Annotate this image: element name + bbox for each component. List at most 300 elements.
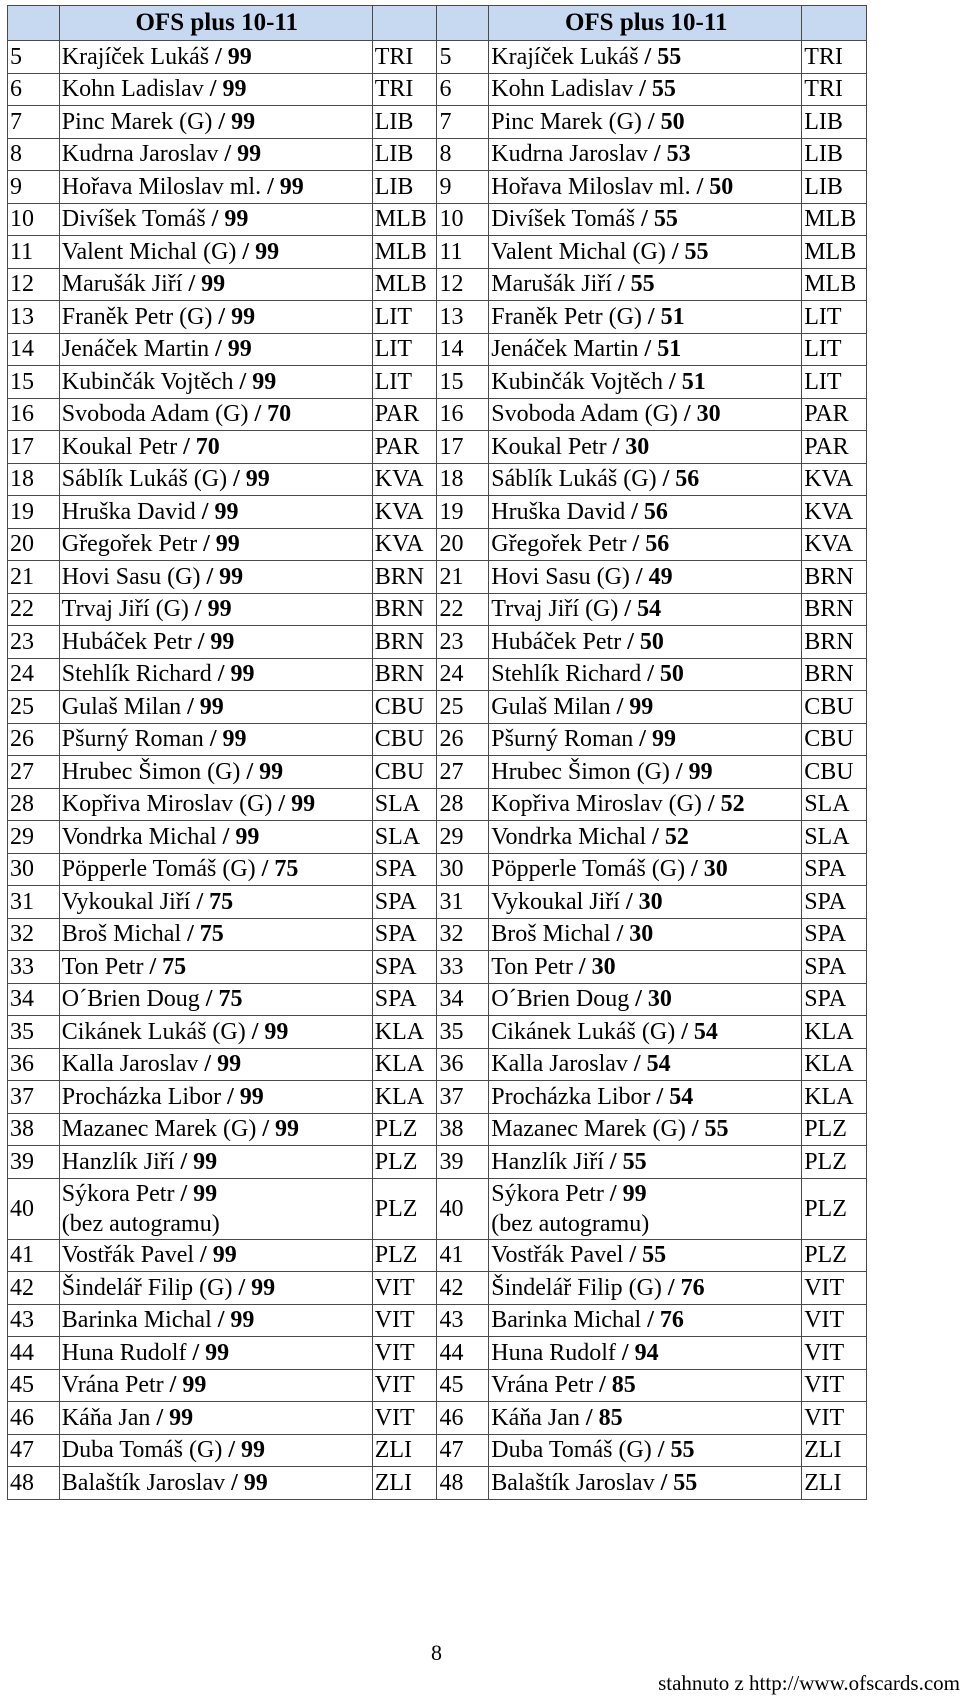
print-run-value: 99 <box>212 1242 237 1269</box>
print-run-value: 56 <box>643 498 668 525</box>
right-team-code: CBU <box>802 756 867 789</box>
left-print-run <box>202 499 239 525</box>
left-team-code: PLZ <box>372 1178 437 1239</box>
right-player-name <box>489 333 802 366</box>
separator: / <box>211 206 219 233</box>
print-run-value: 99 <box>182 1372 207 1399</box>
right-card-number: 41 <box>437 1239 489 1272</box>
right-player-name <box>489 1434 802 1467</box>
right-print-run <box>639 76 676 102</box>
separator: / <box>671 238 679 265</box>
left-print-run <box>188 271 225 297</box>
right-team-code: SPA <box>802 886 867 919</box>
right-player-name <box>489 1239 802 1272</box>
print-run-value: 99 <box>235 823 260 850</box>
left-player-name <box>59 1178 372 1239</box>
separator: / <box>609 1148 617 1175</box>
table-row <box>8 138 867 171</box>
player-name-text: Hovi Sasu (G) <box>491 563 630 590</box>
left-card-number: 40 <box>8 1178 60 1239</box>
print-run-value: 55 <box>673 1469 698 1496</box>
player-name-text: Šindelář Filip (G) <box>61 1274 233 1301</box>
left-card-number: 31 <box>8 886 60 919</box>
separator: / <box>215 336 222 363</box>
left-player-name <box>59 236 372 269</box>
left-card-number: 43 <box>8 1304 60 1337</box>
print-run-value: 99 <box>251 1274 276 1301</box>
print-run-value: 55 <box>670 1437 695 1464</box>
right-card-number: 28 <box>437 788 489 821</box>
left-team-code: LIB <box>372 171 437 204</box>
left-player-name <box>59 1146 372 1179</box>
left-print-run <box>210 726 247 752</box>
right-card-number: 47 <box>437 1434 489 1467</box>
right-print-run <box>681 1019 718 1045</box>
right-team-code: KLA <box>802 1048 867 1081</box>
left-team-code: BRN <box>372 658 437 691</box>
right-card-number: 5 <box>437 41 489 74</box>
right-print-run <box>613 434 650 460</box>
right-card-number: 30 <box>437 853 489 886</box>
left-player-name <box>59 1016 372 1049</box>
right-card-number: 46 <box>437 1402 489 1435</box>
print-run-value: 99 <box>214 498 239 525</box>
left-team-code: CBU <box>372 691 437 724</box>
player-name-text: Hruška David <box>61 498 196 525</box>
right-print-run <box>639 726 676 752</box>
right-set-title: OFS plus 10-11 <box>489 6 802 41</box>
player-name-text: Sáblík Lukáš (G) <box>491 466 657 493</box>
player-name-text: Kopřiva Miroslav (G) <box>61 791 273 818</box>
right-print-run <box>622 1340 659 1366</box>
right-print-run <box>633 531 670 557</box>
table-row <box>8 1048 867 1081</box>
separator: / <box>647 108 655 135</box>
left-print-run <box>198 629 235 655</box>
right-card-number: 12 <box>437 268 489 301</box>
player-name-text: Barinka Michal <box>61 1307 212 1334</box>
right-player-name <box>489 691 802 724</box>
right-team-code: MLB <box>802 268 867 301</box>
right-card-number: 27 <box>437 756 489 789</box>
right-print-run <box>708 791 745 817</box>
player-name-text: Hubáček Petr <box>61 628 192 655</box>
table-row <box>8 626 867 659</box>
left-print-run <box>192 1340 229 1366</box>
table-row <box>8 1239 867 1272</box>
player-name-text: Marušák Jiří <box>491 271 612 298</box>
right-card-number: 37 <box>437 1081 489 1114</box>
separator: / <box>183 433 190 460</box>
print-run-value: 99 <box>245 466 270 493</box>
separator: / <box>652 823 659 850</box>
right-card-number: 20 <box>437 528 489 561</box>
left-set-title: OFS plus 10-11 <box>59 6 372 41</box>
separator: / <box>616 693 624 720</box>
left-print-run <box>215 44 252 70</box>
left-player-name <box>59 723 372 756</box>
right-player-name <box>489 951 802 984</box>
left-player-name <box>59 821 372 854</box>
left-card-number: 9 <box>8 171 60 204</box>
left-player-name <box>59 1048 372 1081</box>
right-team-code: SLA <box>802 821 867 854</box>
right-team-code: CBU <box>802 691 867 724</box>
right-print-run <box>647 1307 684 1333</box>
print-run-value: 50 <box>709 173 734 200</box>
player-name-text: Duba Tomáš (G) <box>491 1437 652 1464</box>
separator: / <box>585 1404 593 1431</box>
separator: / <box>180 1148 188 1175</box>
player-name-text: Stehlík Richard <box>491 661 642 688</box>
separator: / <box>203 531 210 558</box>
separator: / <box>647 303 655 330</box>
left-team-code: VIT <box>372 1304 437 1337</box>
player-name-text: Kalla Jaroslav <box>491 1051 628 1078</box>
right-print-run <box>669 369 706 395</box>
left-print-run <box>156 1405 193 1431</box>
player-name-text: Broš Michal <box>491 921 611 948</box>
print-run-value: 99 <box>224 206 249 233</box>
left-player-name <box>59 463 372 496</box>
player-name-text: Jenáček Martin <box>491 336 639 363</box>
left-team-code: PLZ <box>372 1146 437 1179</box>
print-run-value: 99 <box>688 758 713 785</box>
print-run-value: 49 <box>648 563 673 590</box>
print-run-value: 75 <box>199 921 224 948</box>
right-player-name <box>489 431 802 464</box>
player-name-text: Vrána Petr <box>61 1372 164 1399</box>
left-team-code: KLA <box>372 1016 437 1049</box>
right-player-name <box>489 853 802 886</box>
right-team-code: LIT <box>802 366 867 399</box>
player-name-text: Káňa Jan <box>491 1404 580 1431</box>
right-team-code: MLB <box>802 203 867 236</box>
right-team-code: KVA <box>802 496 867 529</box>
right-player-name <box>489 1369 802 1402</box>
left-player-name <box>59 366 372 399</box>
right-team-code: LIT <box>802 301 867 334</box>
separator: / <box>707 791 715 818</box>
right-card-number: 43 <box>437 1304 489 1337</box>
print-run-value: 51 <box>660 303 685 330</box>
right-print-run <box>648 304 685 330</box>
left-player-name <box>59 431 372 464</box>
right-card-number: 22 <box>437 593 489 626</box>
right-player-name <box>489 1016 802 1049</box>
player-name-text: O´Brien Doug <box>61 986 200 1013</box>
left-card-number: 47 <box>8 1434 60 1467</box>
left-print-run <box>246 759 283 785</box>
right-team-code: KLA <box>802 1016 867 1049</box>
left-print-run <box>206 986 243 1012</box>
separator: / <box>617 271 625 298</box>
left-player-name <box>59 1239 372 1272</box>
right-team-code: VIT <box>802 1402 867 1435</box>
print-run-value: 51 <box>657 336 682 363</box>
right-player-name <box>489 918 802 951</box>
separator: / <box>647 1307 654 1334</box>
left-card-number: 38 <box>8 1113 60 1146</box>
player-name-text: Huna Rudolf <box>61 1339 187 1366</box>
left-team-code: BRN <box>372 593 437 626</box>
print-run-value: 75 <box>274 856 299 883</box>
table-row <box>8 951 867 984</box>
checklist-table <box>7 5 867 1500</box>
print-run-value: 99 <box>239 1083 264 1110</box>
right-player-name <box>489 496 802 529</box>
left-card-number: 25 <box>8 691 60 724</box>
player-name-text: Valent Michal (G) <box>491 238 666 265</box>
player-name-text: Pinc Marek (G) <box>61 108 213 135</box>
player-note: (bez autogramu) <box>61 1210 220 1237</box>
separator: / <box>217 661 225 688</box>
right-card-number: 23 <box>437 626 489 659</box>
separator: / <box>635 563 643 590</box>
left-card-number: 14 <box>8 333 60 366</box>
right-player-name <box>489 626 802 659</box>
right-print-run <box>626 889 663 915</box>
right-team-code: BRN <box>802 593 867 626</box>
left-player-name <box>59 951 372 984</box>
print-run-value: 54 <box>693 1018 718 1045</box>
print-run-value: 99 <box>629 693 654 720</box>
separator: / <box>621 1339 629 1366</box>
right-header <box>437 6 489 41</box>
right-player-name <box>489 593 802 626</box>
right-card-number: 45 <box>437 1369 489 1402</box>
player-name-text: Kudrna Jaroslav <box>491 141 648 168</box>
right-card-number: 33 <box>437 951 489 984</box>
left-print-run <box>212 206 249 232</box>
print-run-value: 99 <box>201 271 226 298</box>
left-card-number: 41 <box>8 1239 60 1272</box>
player-name-text: Divíšek Tomáš <box>491 206 636 233</box>
print-run-value: 53 <box>666 141 691 168</box>
print-run-value: 99 <box>219 563 244 590</box>
left-card-number: 26 <box>8 723 60 756</box>
right-team-code: TRI <box>802 41 867 74</box>
separator: / <box>641 206 648 233</box>
right-team-code: SPA <box>802 918 867 951</box>
table-row <box>8 106 867 139</box>
left-team-code: ZLI <box>372 1467 437 1500</box>
separator: / <box>149 953 157 980</box>
separator: / <box>639 726 646 753</box>
right-print-run <box>636 564 673 590</box>
print-run-value: 52 <box>664 823 689 850</box>
separator: / <box>262 1116 270 1143</box>
player-name-text: Hubáček Petr <box>491 628 622 655</box>
left-card-number: 23 <box>8 626 60 659</box>
separator: / <box>197 628 205 655</box>
separator: / <box>609 1180 617 1207</box>
left-card-number: 33 <box>8 951 60 984</box>
left-card-number: 37 <box>8 1081 60 1114</box>
left-player-name <box>59 1369 372 1402</box>
player-name-text: Hrubec Šimon (G) <box>491 758 670 785</box>
separator: / <box>632 531 640 558</box>
player-name-text: Balaštík Jaroslav <box>61 1469 226 1496</box>
left-card-number: 12 <box>8 268 60 301</box>
left-print-run <box>206 564 243 590</box>
player-name-text: Broš Michal <box>61 921 182 948</box>
print-run-value: 75 <box>218 986 243 1013</box>
left-team-code: KLA <box>372 1048 437 1081</box>
right-player-name <box>489 723 802 756</box>
player-name-text: Gřegořek Petr <box>491 531 627 558</box>
left-player-name <box>59 1402 372 1435</box>
table-row <box>8 301 867 334</box>
separator: / <box>242 238 250 265</box>
player-name-text: Barinka Michal <box>491 1307 642 1334</box>
print-run-value: 50 <box>660 108 685 135</box>
player-name-text: Huna Rudolf <box>491 1339 616 1366</box>
left-player-name <box>59 756 372 789</box>
left-print-run <box>240 369 277 395</box>
player-name-text: Gřegořek Petr <box>61 531 198 558</box>
print-run-value: 55 <box>653 206 678 233</box>
player-name-text: Hořava Miloslav ml. <box>491 173 691 200</box>
separator: / <box>691 856 698 883</box>
right-player-name <box>489 398 802 431</box>
right-team-code: ZLI <box>802 1467 867 1500</box>
separator: / <box>224 141 232 168</box>
player-name-text: Franěk Petr (G) <box>61 303 213 330</box>
print-run-value: 55 <box>642 1242 667 1269</box>
print-run-value: 99 <box>215 531 240 558</box>
separator: / <box>627 628 634 655</box>
print-run-value: 70 <box>195 433 220 460</box>
player-name-text: Svoboda Adam (G) <box>61 401 249 428</box>
left-player-name <box>59 203 372 236</box>
print-run-value: 99 <box>222 76 247 103</box>
player-name-text: Hrubec Šimon (G) <box>61 758 241 785</box>
separator: / <box>231 1469 238 1496</box>
table-row <box>8 658 867 691</box>
left-print-run <box>242 239 279 265</box>
left-print-run <box>187 921 224 947</box>
left-player-name <box>59 333 372 366</box>
table-row <box>8 528 867 561</box>
left-card-number: 17 <box>8 431 60 464</box>
right-player-name <box>489 528 802 561</box>
player-name-text: Ton Petr <box>491 953 573 980</box>
right-team-code: LIT <box>802 333 867 366</box>
left-team-code: CBU <box>372 723 437 756</box>
left-team-code: ZLI <box>372 1434 437 1467</box>
print-run-value: 99 <box>291 791 316 818</box>
player-name-text: Stehlík Richard <box>61 661 212 688</box>
left-player-name <box>59 1337 372 1370</box>
left-team-code: LIT <box>372 301 437 334</box>
left-card-number: 11 <box>8 236 60 269</box>
separator: / <box>222 823 230 850</box>
table-row <box>8 1337 867 1370</box>
left-team-code: LIT <box>372 333 437 366</box>
right-card-number: 18 <box>437 463 489 496</box>
separator: / <box>656 1083 664 1110</box>
player-name-text: Kalla Jaroslav <box>61 1051 199 1078</box>
table-row <box>8 1402 867 1435</box>
player-name-text: Mazanec Marek (G) <box>61 1116 257 1143</box>
right-team-code: PLZ <box>802 1178 867 1239</box>
separator: / <box>681 1018 688 1045</box>
separator: / <box>218 108 226 135</box>
right-card-number: 24 <box>437 658 489 691</box>
print-run-value: 30 <box>638 888 663 915</box>
separator: / <box>233 466 240 493</box>
table-row <box>8 73 867 106</box>
left-print-run <box>252 1019 289 1045</box>
right-card-number: 14 <box>437 333 489 366</box>
print-run-value: 55 <box>684 238 709 265</box>
player-name-text: Hanzlík Jiří <box>491 1148 604 1175</box>
right-player-name <box>489 1178 802 1239</box>
left-print-run <box>218 1307 255 1333</box>
table-row <box>8 203 867 236</box>
print-run-value: 70 <box>267 401 292 428</box>
left-print-run <box>228 1437 265 1463</box>
print-run-value: 99 <box>230 661 255 688</box>
print-run-value: 99 <box>231 108 256 135</box>
print-run-value: 30 <box>647 986 672 1013</box>
separator: / <box>691 1116 699 1143</box>
print-run-value: 99 <box>275 1116 300 1143</box>
player-name-text: Hanzlík Jiří <box>61 1148 175 1175</box>
right-player-name <box>489 1467 802 1500</box>
right-team-code: SLA <box>802 788 867 821</box>
left-team-code: PAR <box>372 431 437 464</box>
left-print-run <box>262 1116 299 1142</box>
right-print-run <box>663 466 700 492</box>
player-name-text: Kohn Ladislav <box>61 76 204 103</box>
print-run-value: 30 <box>625 433 650 460</box>
left-team-code: CBU <box>372 756 437 789</box>
player-name-text: Pinc Marek (G) <box>491 108 642 135</box>
right-print-run <box>634 1051 671 1077</box>
left-team-code: SPA <box>372 886 437 919</box>
print-run-value: 99 <box>252 368 277 395</box>
player-name-text: Duba Tomáš (G) <box>61 1437 223 1464</box>
player-name-text: Kubinčák Vojtěch <box>61 368 234 395</box>
left-team-code: SPA <box>372 918 437 951</box>
left-card-number: 44 <box>8 1337 60 1370</box>
right-team-code: KLA <box>802 1081 867 1114</box>
table-row <box>8 333 867 366</box>
right-player-name <box>489 268 802 301</box>
right-print-run <box>579 954 616 980</box>
print-run-value: 99 <box>207 596 232 623</box>
print-run-value: 99 <box>255 238 280 265</box>
print-run-value: 99 <box>622 1180 647 1207</box>
left-team-code: KVA <box>372 463 437 496</box>
print-run-value: 55 <box>651 76 676 103</box>
left-player-name <box>59 886 372 919</box>
print-run-value: 99 <box>199 693 224 720</box>
left-print-run <box>231 1470 268 1496</box>
player-name-text: Krajíček Lukáš <box>61 43 210 70</box>
left-print-run <box>203 531 240 557</box>
left-print-run <box>262 856 299 882</box>
print-run-value: 99 <box>230 1307 255 1334</box>
player-name-text: Šindelář Filip (G) <box>491 1274 662 1301</box>
left-card-number: 5 <box>8 41 60 74</box>
right-card-number: 42 <box>437 1272 489 1305</box>
player-name-text: Sáblík Lukáš (G) <box>61 466 228 493</box>
player-name-text: Vondrka Michal <box>61 823 217 850</box>
right-print-run <box>658 1437 695 1463</box>
